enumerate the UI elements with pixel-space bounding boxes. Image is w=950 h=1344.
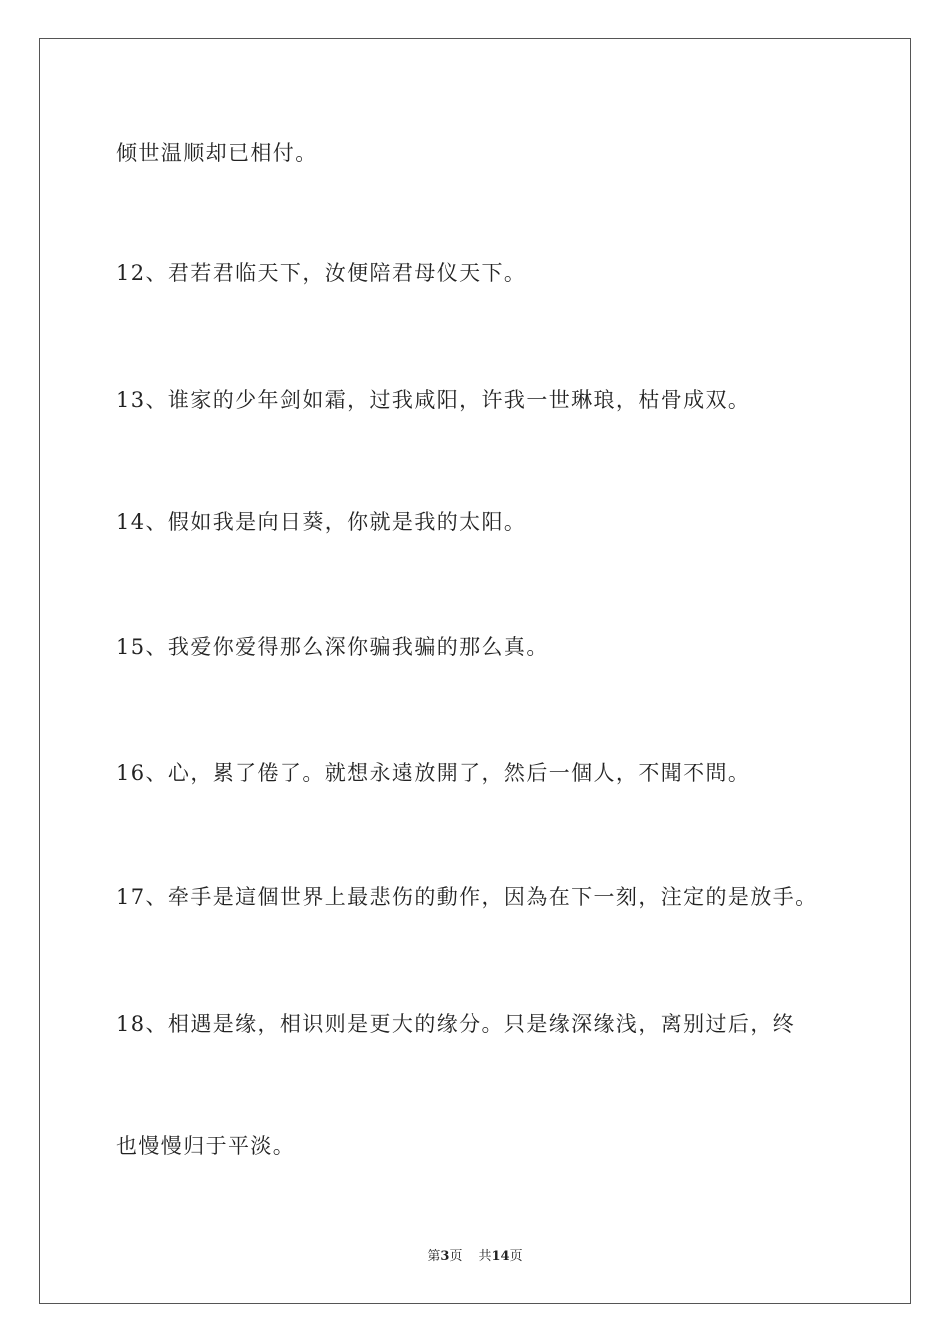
text-line-14: 14、假如我是向日葵，你就是我的太阳。 xyxy=(116,510,527,534)
text-line-18: 18、相遇是缘，相识则是更大的缘分。只是缘深缘浅，离别过后，终 xyxy=(116,1012,796,1036)
footer-page-prefix: 第 xyxy=(427,1249,441,1264)
page-footer xyxy=(0,1248,950,1266)
text-line-continuation: 倾世温顺却已相付。 xyxy=(116,141,318,165)
page-frame xyxy=(39,38,911,1304)
footer-total-number: 14 xyxy=(491,1249,510,1264)
footer-total-suffix: 页 xyxy=(509,1249,523,1264)
text-line-12: 12、君若君临天下，汝便陪君母仪天下。 xyxy=(116,261,527,285)
text-line-17: 17、牵手是這個世界上最悲伤的動作，因為在下一刻，注定的是放手。 xyxy=(116,885,818,909)
footer-page-suffix: 页 xyxy=(449,1249,463,1264)
footer-total-prefix: 共 xyxy=(478,1249,492,1264)
text-line-16: 16、心，累了倦了。就想永遠放開了，然后一個人，不聞不問。 xyxy=(116,761,751,785)
text-line-18-continuation: 也慢慢归于平淡。 xyxy=(116,1134,296,1158)
text-line-15: 15、我爱你爱得那么深你骗我骗的那么真。 xyxy=(116,635,549,659)
text-line-13: 13、谁家的少年剑如霜，过我咸阳，许我一世琳琅，枯骨成双。 xyxy=(116,388,751,412)
footer-page-number: 3 xyxy=(440,1249,450,1264)
